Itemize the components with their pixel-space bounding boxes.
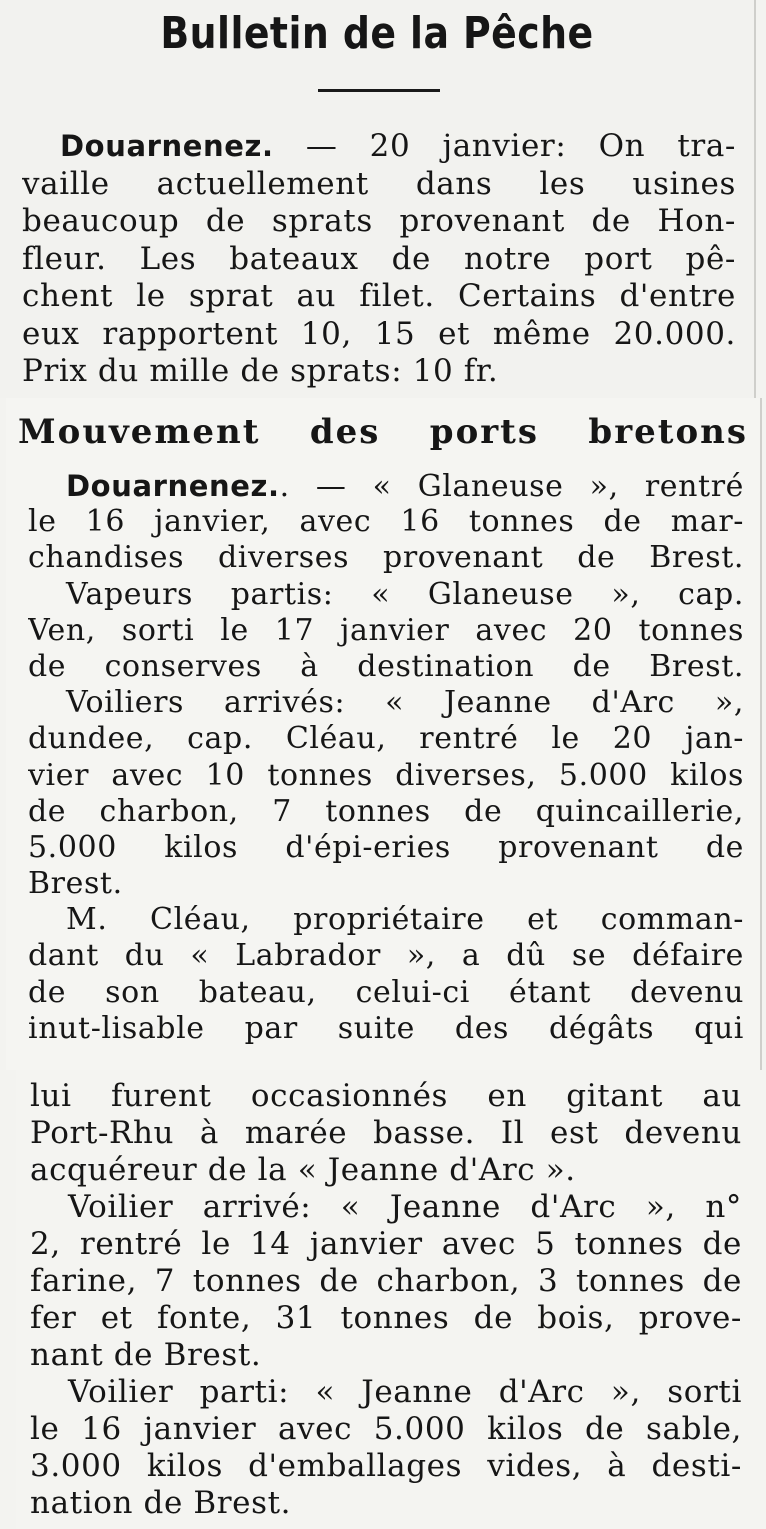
paragraph-line: Voiliers arrivés: « Jeanne d'Arc », xyxy=(66,685,744,721)
paragraph-line: 5.000 kilos d'épi-eries provenant de xyxy=(28,829,744,865)
title-divider xyxy=(318,89,440,92)
paragraph-line: chent le sprat au filet. Certains d'entre xyxy=(22,278,736,314)
continuation-text xyxy=(30,1078,742,1522)
port-movements-text xyxy=(28,468,744,1047)
paragraph-line: dundee, cap. Cléau, rentré le 20 jan- xyxy=(28,721,744,757)
paragraph-line: de son bateau, celui-ci étant devenu xyxy=(28,974,744,1010)
paragraph-line: 2, rentré le 14 janvier avec 5 tonnes de xyxy=(30,1226,742,1262)
paragraph-line: de conserves à destination de Brest. xyxy=(28,648,744,684)
paragraph-line: beaucoup de sprats provenant de Hon- xyxy=(22,203,736,239)
paragraph-line: Port-Rhu à marée basse. Il est devenu xyxy=(30,1115,742,1151)
fishing-report-paragraph xyxy=(22,128,736,391)
paragraph-line: Voilier arrivé: « Jeanne d'Arc », n° xyxy=(68,1189,742,1225)
paragraph-line: le 16 janvier, avec 16 tonnes de mar- xyxy=(28,504,744,540)
section-heading: Mouvement des ports bretons xyxy=(18,412,748,452)
paragraph-line: vaille actuellement dans les usines xyxy=(22,165,736,202)
location-lead: Douarnenez. xyxy=(60,129,274,163)
paragraph-line: inut-lisable par suite des dégâts qui xyxy=(28,1010,744,1046)
paragraph-line: dant du « Labrador », a dû se défaire xyxy=(28,938,744,974)
page-title: Bulletin de la Pêche xyxy=(160,8,594,59)
paragraph-line: Douarnenez. — 20 janvier: On tra- xyxy=(60,128,736,164)
paragraph-line: lui furent occasionnés en gitant au xyxy=(30,1078,742,1114)
paragraph-line: Voilier parti: « Jeanne d'Arc », sorti xyxy=(68,1374,742,1410)
paragraph-line: de charbon, 7 tonnes de quincaillerie, xyxy=(28,793,744,829)
paragraph-line: vier avec 10 tonnes diverses, 5.000 kilos xyxy=(28,757,744,793)
paragraph-line: farine, 7 tonnes de charbon, 3 tonnes de xyxy=(30,1263,742,1299)
location-lead: Douarnenez. xyxy=(66,469,280,503)
paragraph-line: Douarnenez.. — « Glaneuse », rentré xyxy=(66,469,744,504)
paragraph-line: chandises diverses provenant de Brest. xyxy=(28,540,744,576)
paragraph-line: eux rapportent 10, 15 et même 20.000. xyxy=(22,315,736,352)
paragraph-line: M. Cléau, propriétaire et comman- xyxy=(66,902,744,938)
paragraph-line: nant de Brest. xyxy=(30,1337,262,1373)
paragraph-line: le 16 janvier avec 5.000 kilos de sable, xyxy=(30,1411,742,1447)
paragraph-line: Ven, sorti le 17 janvier avec 20 tonnes xyxy=(28,612,744,648)
paragraph-line: Prix du mille de sprats: 10 fr. xyxy=(22,353,499,389)
fishing-bulletin-column xyxy=(0,0,756,398)
paragraph-line: fleur. Les bateaux de notre port pê- xyxy=(22,240,736,277)
paragraph-line: Brest. xyxy=(28,866,123,902)
port-movements-continuation xyxy=(16,1070,766,1529)
paragraph-line: fer et fonte, 31 tonnes de bois, prove- xyxy=(30,1300,742,1336)
paragraph-line: nation de Brest. xyxy=(30,1485,292,1521)
paragraph-line: Vapeurs partis: « Glaneuse », cap. xyxy=(66,576,744,612)
paragraph-line: acquéreur de la « Jeanne d'Arc ». xyxy=(30,1152,576,1188)
port-movements-column xyxy=(6,398,762,1070)
paragraph-line: 3.000 kilos d'emballages vides, à desti- xyxy=(30,1448,742,1484)
